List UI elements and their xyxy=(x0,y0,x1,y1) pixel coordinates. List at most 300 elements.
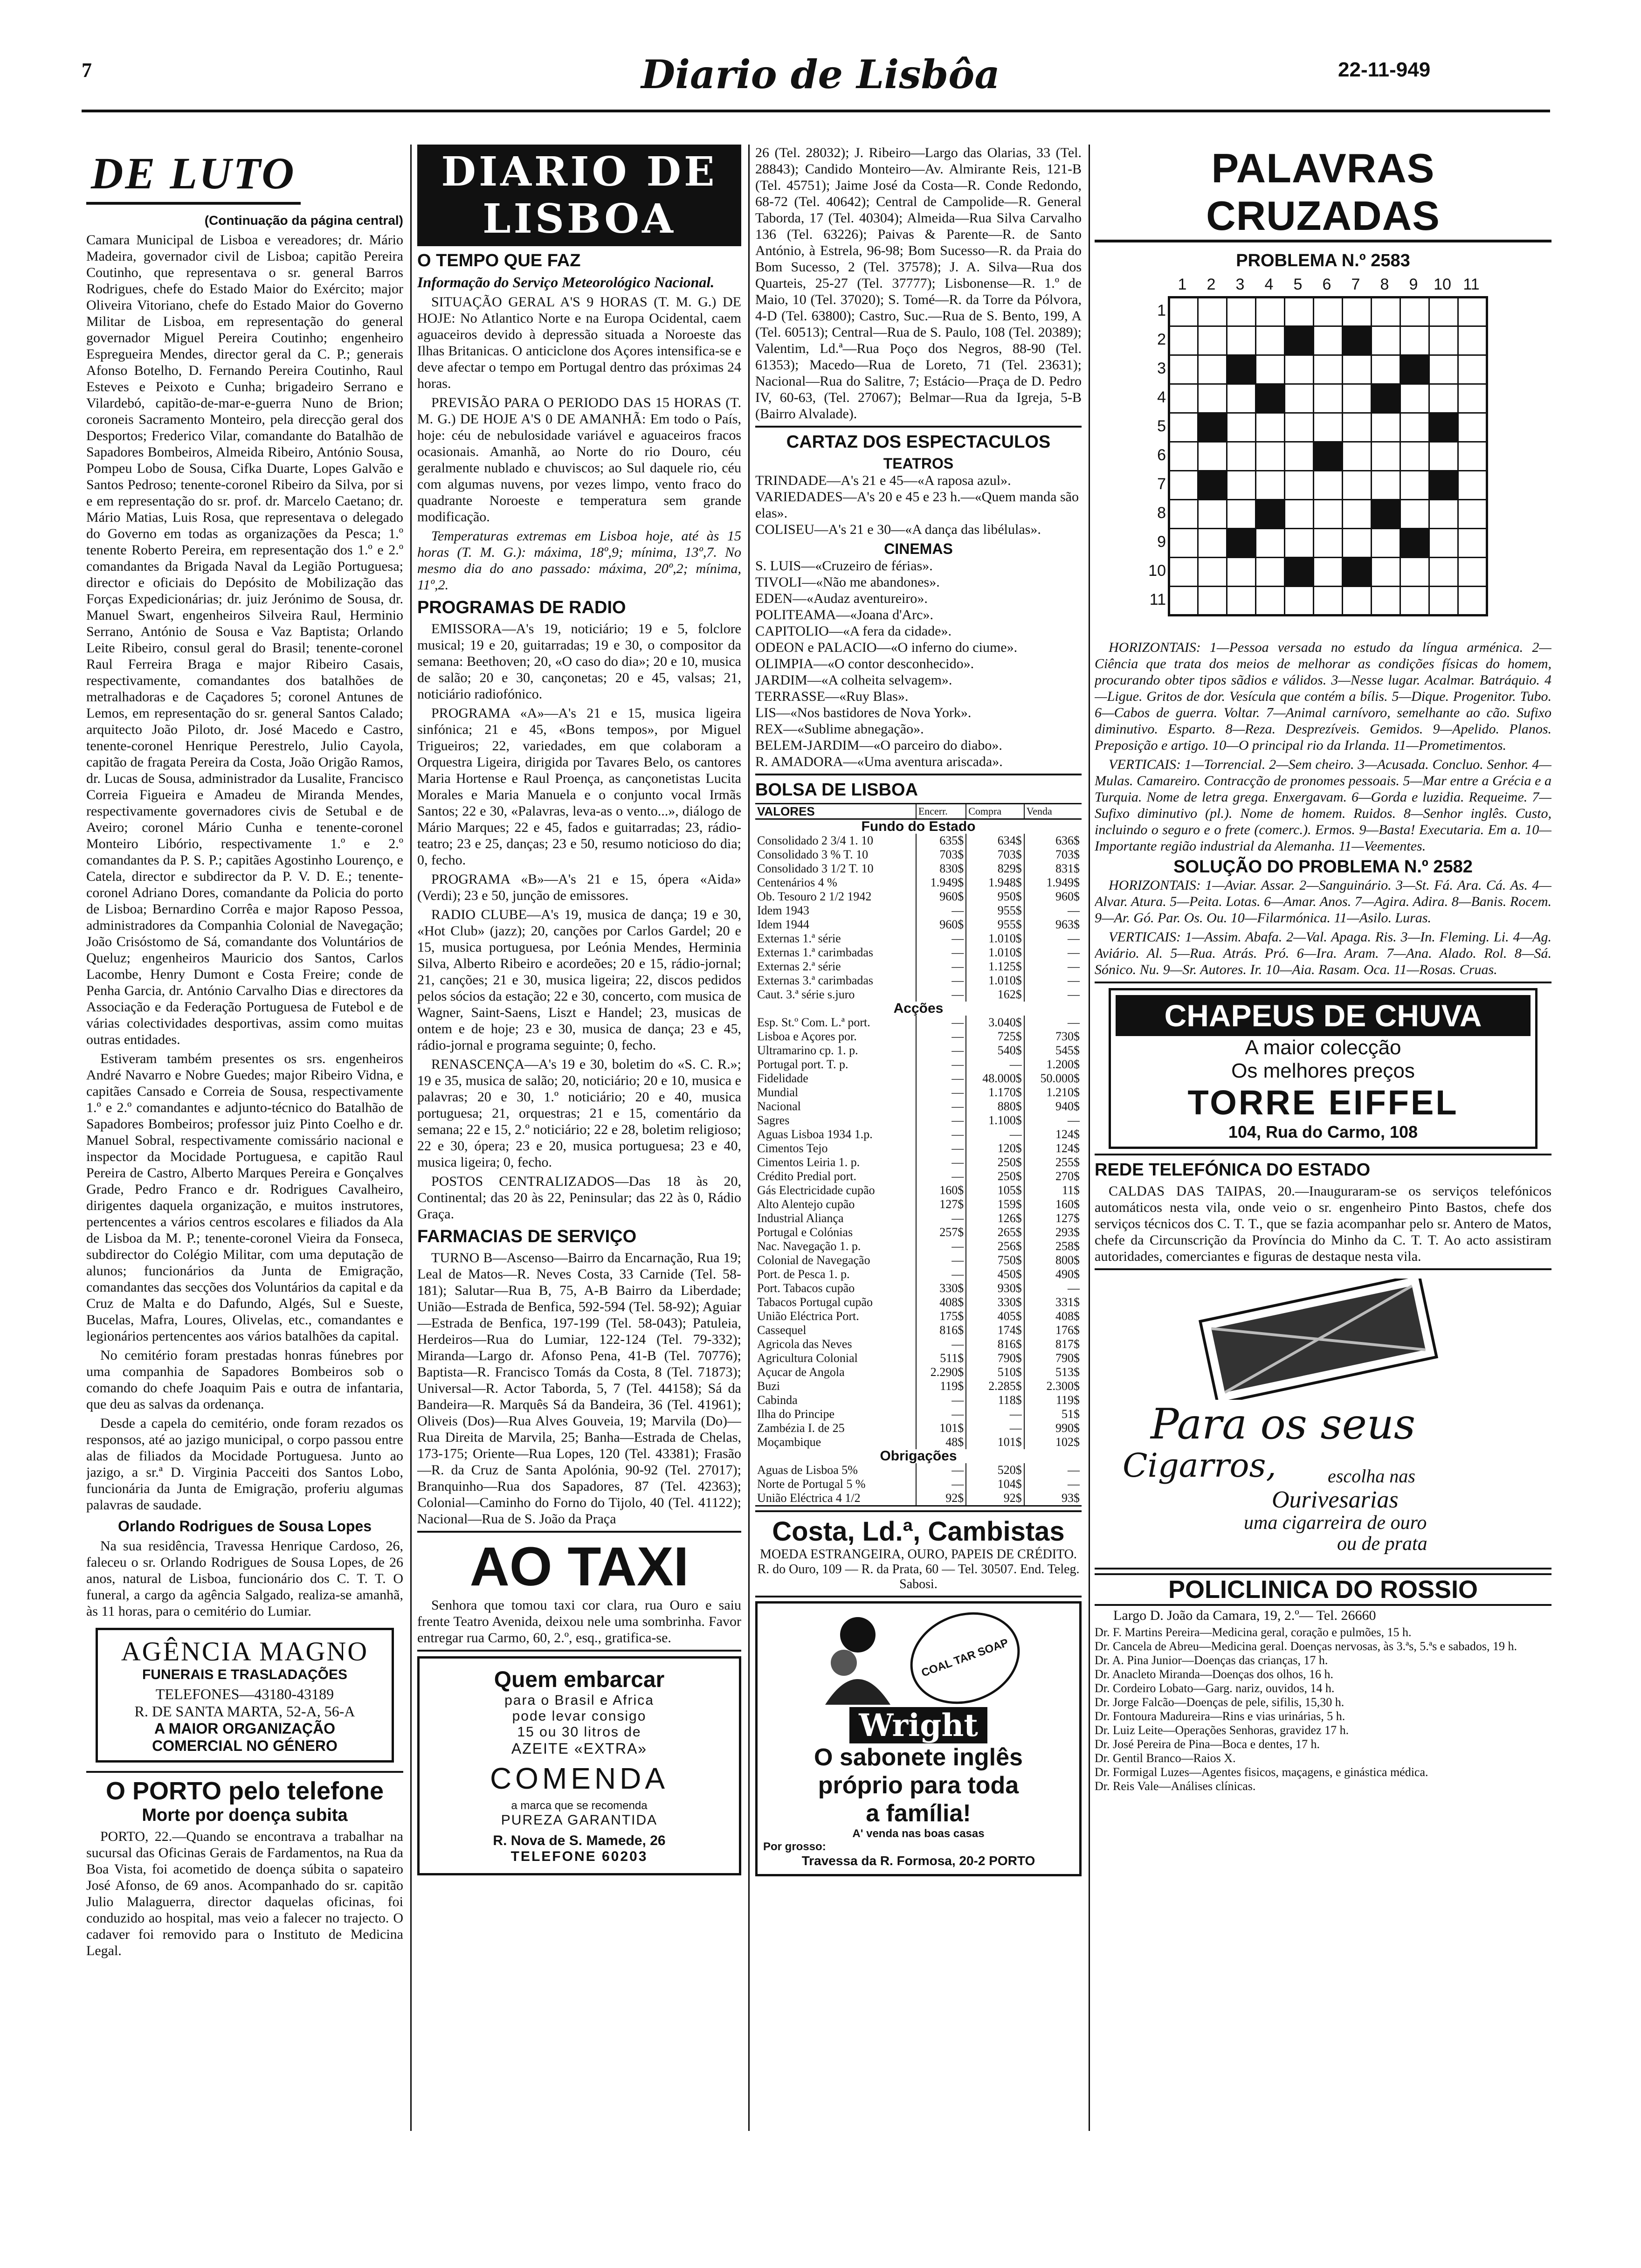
crossword-cell[interactable] xyxy=(1372,587,1400,615)
divider xyxy=(755,1596,1082,1597)
luto-paragraph: Desde a capela do cemitério, onde foram rezados os responsos, até ao jazigo municipal, o corpo passou entre alas de filiados da Mocidade Portuguesa. Junto ao jazigo, a sr.ª D. Virginia Pacceiti dos Santos Lobo, funcionária da Junta de Emigração, proferiu algumas palavras de saudade. xyxy=(86,1416,403,1513)
table-cell: 102$ xyxy=(1024,1435,1082,1449)
crossword-cell[interactable] xyxy=(1285,587,1314,615)
crossword-cell[interactable] xyxy=(1169,529,1198,558)
crossword-cell[interactable] xyxy=(1343,384,1372,413)
table-cell: 293$ xyxy=(1024,1225,1082,1239)
crossword-cell[interactable] xyxy=(1400,529,1429,558)
table-group-row xyxy=(755,1449,1082,1463)
horizontais: HORIZONTAIS: 1—Pessoa versada no estudo da língua arménica. 2—Ciência que trata dos meios de melhorar as condições físicas do homem, procurando obter tipos sãdios e válidos. 3—Nesse lugar. Acalmar. Batráquio. 4—Ligue. Gritos de dor. Vesícula que contém a bílis. 5—Dique. Progenitor. Tubo. 6—Cabos de guerra. Voltar. 7—Animal carnívoro, semelhante ao cão. Sufixo diminutivo. Esparto. 8—Reza. Desprezíveis. Gemidos. 9—Apelido. Planos. Preposição e artigo. 10—O principal rio da Irlanda. 11—Prometimentos. xyxy=(1095,640,1551,753)
table-cell: Consolidado 2 3/4 1. 10 xyxy=(757,834,874,847)
table-cell: — xyxy=(916,1155,966,1169)
crossword-cell[interactable] xyxy=(1372,326,1400,355)
crossword-cell[interactable] xyxy=(1400,355,1429,384)
crossword-cell[interactable] xyxy=(1372,442,1400,471)
table-row xyxy=(755,974,1082,988)
table-cell: 101$ xyxy=(916,1421,966,1435)
crossword-cell[interactable] xyxy=(1227,558,1256,587)
crossword-cell[interactable] xyxy=(1458,558,1487,587)
solucao-title: SOLUÇÃO DO PROBLEMA N.º 2582 xyxy=(1173,857,1473,877)
crossword-cell[interactable] xyxy=(1198,297,1227,326)
table-row xyxy=(755,904,1082,918)
crossword-cell[interactable] xyxy=(1169,500,1198,529)
luto-continuation: (Continuação da página central) xyxy=(204,213,403,228)
table-cell: — xyxy=(916,1072,966,1086)
table-cell: 636$ xyxy=(1024,834,1082,848)
crossword-cell[interactable] xyxy=(1458,529,1487,558)
cigarros-line: Cigarros, xyxy=(1123,1446,1276,1485)
table-cell: 450$ xyxy=(966,1267,1024,1281)
crossword-cell[interactable] xyxy=(1343,326,1372,355)
crossword-cell[interactable] xyxy=(1198,529,1227,558)
crossword-row-number: 11 xyxy=(1149,591,1166,608)
crossword-cell[interactable] xyxy=(1314,471,1343,500)
crossword-row xyxy=(1169,297,1487,326)
crossword-cell[interactable] xyxy=(1285,558,1314,587)
table-cell: 250$ xyxy=(966,1169,1024,1183)
table-cell: 703$ xyxy=(966,848,1024,862)
crossword-cell[interactable] xyxy=(1285,442,1314,471)
table-cell: — xyxy=(916,932,966,946)
table-cell: — xyxy=(1024,974,1082,988)
crossword-cell[interactable] xyxy=(1343,413,1372,442)
table-cell: 331$ xyxy=(1024,1295,1082,1309)
crossword-cell[interactable] xyxy=(1429,413,1458,442)
table-cell: Nac. Navegação 1. p. xyxy=(757,1239,861,1253)
table-row xyxy=(755,1211,1082,1225)
crossword-cell[interactable] xyxy=(1169,558,1198,587)
crossword-cell[interactable] xyxy=(1169,326,1198,355)
porto-paragraph: PORTO, 22.—Quando se encontrava a trabalhar na sucursal das Oficinas Gerais de Fardamentos, na Rua da Boa Vista, foi acometido de doença súbita o sapateiro José Afonso, de 69 anos. Acompanhado do sr. capitão Julio Malaguerra, director daquelas oficinas, foi conduzido ao hospital, mas veio a falecer no trajecto. O cadaver foi removido para o Instituto de Medicina Legal. xyxy=(86,1829,403,1958)
poli-doctor-list xyxy=(1095,1625,1551,1793)
radio-heading: PROGRAMAS DE RADIO xyxy=(417,598,626,617)
crossword-cell[interactable] xyxy=(1169,442,1198,471)
crossword-cell[interactable] xyxy=(1429,500,1458,529)
divider xyxy=(417,1650,741,1652)
crossword-cell[interactable] xyxy=(1256,442,1285,471)
crossword-cell[interactable] xyxy=(1169,384,1198,413)
crossword-cell[interactable] xyxy=(1227,442,1256,471)
table-cell: 816$ xyxy=(916,1323,966,1337)
divider xyxy=(417,1531,741,1533)
table-cell: — xyxy=(1024,1016,1082,1030)
table-cell: 1.010$ xyxy=(966,932,1024,946)
radio-paragraph: PROGRAMA «B»—A's 21 e 15, ópera «Aida» (Verdi); 23 e 50, junção de emissores. xyxy=(417,871,741,903)
table-row xyxy=(755,1337,1082,1351)
crossword-cell[interactable] xyxy=(1458,355,1487,384)
table-cell: 330$ xyxy=(966,1295,1024,1309)
list-item: TERRASSE—«Ruy Blas». xyxy=(755,689,909,704)
table-row xyxy=(755,1351,1082,1365)
crossword-column-number: 9 xyxy=(1409,276,1418,293)
crossword-cell[interactable] xyxy=(1314,442,1343,471)
crossword-cell[interactable] xyxy=(1285,355,1314,384)
rede-heading: REDE TELEFÓNICA DO ESTADO xyxy=(1095,1160,1371,1180)
crossword-cell[interactable] xyxy=(1343,471,1372,500)
table-cell: 48.000$ xyxy=(966,1072,1024,1086)
table-cell: — xyxy=(966,1421,1024,1435)
table-row xyxy=(755,1239,1082,1253)
crossword-cell[interactable] xyxy=(1198,471,1227,500)
crossword-cell[interactable] xyxy=(1372,413,1400,442)
table-cell: Aguas de Lisboa 5% xyxy=(757,1463,858,1477)
crossword-cell[interactable] xyxy=(1285,297,1314,326)
table-cell: 513$ xyxy=(1024,1365,1082,1379)
comenda-brand: COMENDA xyxy=(490,1762,669,1795)
table-cell: — xyxy=(916,1463,966,1477)
table-row xyxy=(755,1477,1082,1491)
crossword-cell[interactable] xyxy=(1227,326,1256,355)
crossword-cell[interactable] xyxy=(1400,587,1429,615)
crossword-cell[interactable] xyxy=(1169,297,1198,326)
table-cell: 634$ xyxy=(966,834,1024,848)
crossword-cell[interactable] xyxy=(1198,413,1227,442)
table-cell: 92$ xyxy=(966,1491,1024,1506)
crossword-cell[interactable] xyxy=(1458,384,1487,413)
bolsa-heading: BOLSA DE LISBOA xyxy=(755,780,918,800)
crossword-cell[interactable] xyxy=(1372,297,1400,326)
tempo-paragraph: Temperaturas extremas em Lisboa hoje, até às 15 horas (T. M. G.): máxima, 18º,9; mínima, 13º,7. No mesmo dia do ano passado: máxima, 20º,2; mínima, 11º,2. xyxy=(417,528,741,593)
table-row xyxy=(755,876,1082,890)
crossword-cell[interactable] xyxy=(1227,471,1256,500)
solucao-horizontais: HORIZONTAIS: 1—Aviar. Assar. 2—Sanguinário. 3—St. Fá. Ara. Cá. As. 4—Alvar. Atura. 5—Peita. Lotas. 6—Amar. Anos. 7—Agira. Adira. 8—Banis. Rocem. 9—Ar. Gó. Par. Os. Ou. 10—Filarmónica. 11—Asilo. Luras. xyxy=(1095,878,1551,926)
cinemas-heading: CINEMAS xyxy=(884,540,953,557)
table-cell: Port. de Pesca 1. p. xyxy=(757,1267,850,1281)
wright-line: Travessa da R. Formosa, 20-2 PORTO xyxy=(801,1853,1035,1868)
crossword-cell[interactable] xyxy=(1169,471,1198,500)
crossword-cell[interactable] xyxy=(1343,558,1372,587)
table-row xyxy=(755,1225,1082,1239)
table-cell: 963$ xyxy=(1024,918,1082,932)
crossword-cell[interactable] xyxy=(1314,384,1343,413)
wright-line: próprio para toda xyxy=(818,1772,1019,1799)
list-item: Dr. Jorge Falcão—Doenças de pele, sifilis, 15,30 h. xyxy=(1095,1695,1345,1709)
crossword-cell[interactable] xyxy=(1400,442,1429,471)
table-cell: 635$ xyxy=(916,834,966,848)
table-row xyxy=(755,1281,1082,1295)
table-cell: — xyxy=(916,1211,966,1225)
table-cell: 160$ xyxy=(916,1183,966,1197)
cartaz-heading: CARTAZ DOS ESPECTACULOS xyxy=(786,432,1051,452)
crossword-cell[interactable] xyxy=(1227,297,1256,326)
table-cell: 101$ xyxy=(966,1435,1024,1449)
crossword-row xyxy=(1169,500,1487,529)
table-cell: 1.948$ xyxy=(966,876,1024,890)
crossword-cell[interactable] xyxy=(1198,442,1227,471)
table-cell: Colonial de Navegação xyxy=(757,1253,870,1267)
comenda-phone: TELEFONE 60203 xyxy=(510,1849,648,1864)
crossword-cell[interactable] xyxy=(1429,297,1458,326)
crossword-cell[interactable] xyxy=(1372,384,1400,413)
table-row xyxy=(755,1141,1082,1155)
crossword-cell[interactable] xyxy=(1400,384,1429,413)
crossword-cell[interactable] xyxy=(1227,413,1256,442)
table-cell: 176$ xyxy=(1024,1323,1082,1337)
list-item: TIVOLI—«Não me abandones». xyxy=(755,574,940,590)
table-cell: — xyxy=(916,988,966,1002)
divider xyxy=(86,1771,403,1773)
crossword-cell[interactable] xyxy=(1314,413,1343,442)
crossword-cell[interactable] xyxy=(1429,355,1458,384)
crossword-cell[interactable] xyxy=(1314,326,1343,355)
table-cell: Portugal port. T. p. xyxy=(757,1058,848,1071)
table-cell: 119$ xyxy=(916,1379,966,1393)
crossword-cell[interactable] xyxy=(1458,413,1487,442)
crossword-cell[interactable] xyxy=(1343,587,1372,615)
crossword-cell[interactable] xyxy=(1256,297,1285,326)
table-cell: — xyxy=(966,1407,1024,1421)
table-row xyxy=(755,1099,1082,1113)
divider xyxy=(755,774,1082,775)
table-cell: União Eléctrica 4 1/2 xyxy=(757,1491,861,1505)
crossword-cell[interactable] xyxy=(1169,413,1198,442)
crossword-cell[interactable] xyxy=(1198,355,1227,384)
crossword-cell[interactable] xyxy=(1400,326,1429,355)
crossword-cell[interactable] xyxy=(1169,355,1198,384)
crossword-column-number: 2 xyxy=(1207,276,1216,293)
table-cell: — xyxy=(916,1239,966,1253)
radio-paragraph: RADIO CLUBE—A's 19, musica de dança; 19 e 30, «Hot Club» (jazz); 20, canções por Carlos Gardel; 20 e 15, musica portuguesa, por Leónia Mendes, Herminia Silva, Alberto Ribeiro e acordeões; 20 e 15, rádio-jornal; 21, canções; 21 e 30, musica ligeira; 22, discos pedidos pelos sócios da estação; 22 e 30, concerto, com musica de Wagner, Saint-Saens, Liszt e Handel; 23, musicas de ontem e de hoje; 23 e 30, musica de dança; 23 e 45, rádio-jornal e programa seguinte; 0, fecho. xyxy=(417,907,741,1053)
crossword-cell[interactable] xyxy=(1285,326,1314,355)
cigarros-line: Ourivesarias xyxy=(1272,1487,1399,1513)
comenda-address: R. Nova de S. Mamede, 26 xyxy=(493,1833,666,1848)
table-cell: 270$ xyxy=(1024,1169,1082,1183)
wright-brand-text: Wright xyxy=(859,1707,978,1743)
wright-line: O sabonete inglês xyxy=(814,1744,1023,1771)
table-cell: Consolidado 3 % T. 10 xyxy=(757,848,869,861)
crossword-column-numbers xyxy=(1168,276,1486,294)
crossword-cell[interactable] xyxy=(1400,558,1429,587)
crossword-cell[interactable] xyxy=(1400,471,1429,500)
taxi-title: AO TAXI xyxy=(469,1536,689,1597)
crossword-cell[interactable] xyxy=(1400,297,1429,326)
table-cell: 829$ xyxy=(966,862,1024,876)
crossword-cell[interactable] xyxy=(1169,587,1198,615)
crossword-cell[interactable] xyxy=(1372,471,1400,500)
table-cell: 1.170$ xyxy=(966,1086,1024,1099)
table-cell: 960$ xyxy=(1024,890,1082,904)
cigarros-line: ou de prata xyxy=(1337,1533,1427,1555)
chapeus-brand: TORRE EIFFEL xyxy=(1187,1083,1459,1122)
comenda-line: 15 ou 30 litros de xyxy=(517,1724,641,1740)
costa-ad xyxy=(755,1516,1082,1592)
orlando-paragraph: Na sua residência, Travessa Henrique Cardoso, 26, faleceu o sr. Orlando Rodrigues de Sousa Lopes, de 26 anos, natural de Lisboa, funcionário dos C. T. T. O funeral, a cargo da agência Salgado, realiza-se amanhã, às 11 horas, para o cemitério do Lumiar. xyxy=(86,1538,403,1619)
crossword-cell[interactable] xyxy=(1343,442,1372,471)
table-cell: 2.290$ xyxy=(916,1365,966,1379)
crossword-cell[interactable] xyxy=(1256,471,1285,500)
table-cell: 1.949$ xyxy=(916,876,966,890)
column-1 xyxy=(86,145,403,2150)
crossword-cell[interactable] xyxy=(1285,500,1314,529)
table-cell: 127$ xyxy=(916,1197,966,1211)
crossword-cell[interactable] xyxy=(1343,297,1372,326)
crossword-cell[interactable] xyxy=(1458,442,1487,471)
banner-logo-text: DIARIO DE LISBOA xyxy=(441,148,717,242)
list-item: R. AMADORA—«Uma aventura ariscada». xyxy=(755,754,1003,769)
palavras-title: PALAVRAS CRUZADAS xyxy=(1095,145,1551,242)
crossword-cell[interactable] xyxy=(1256,355,1285,384)
crossword-cell[interactable] xyxy=(1198,326,1227,355)
list-item: Dr. Cancela de Abreu—Medicina geral. Doenças nervosas, às 3.ªs, 5.ªs e sabados, 19 h. xyxy=(1095,1639,1517,1653)
porto-title: O PORTO pelo telefone xyxy=(105,1777,384,1805)
table-row xyxy=(755,988,1082,1002)
table-cell: Alto Alentejo cupão xyxy=(757,1197,855,1211)
crossword-cell[interactable] xyxy=(1314,500,1343,529)
crossword-cell[interactable] xyxy=(1400,500,1429,529)
table-cell: Sagres xyxy=(757,1113,790,1127)
list-item: REX—«Sublime abnegação». xyxy=(755,721,924,737)
crossword-cell[interactable] xyxy=(1285,529,1314,558)
crossword-cell[interactable] xyxy=(1429,326,1458,355)
luto-title: DE LUTO xyxy=(91,148,296,198)
crossword-cell[interactable] xyxy=(1372,558,1400,587)
tempo-heading: O TEMPO QUE FAZ xyxy=(417,251,581,270)
crossword-cell[interactable] xyxy=(1256,558,1285,587)
list-item: Dr. José Pereira de Pina—Boca e dentes, 17 h. xyxy=(1095,1737,1320,1751)
list-item: TRINDADE—A's 21 e 45—«A raposa azul». xyxy=(755,473,1011,488)
crossword-cell[interactable] xyxy=(1429,529,1458,558)
comenda-line: PUREZA GARANTIDA xyxy=(501,1812,658,1828)
crossword-cell[interactable] xyxy=(1314,558,1343,587)
crossword-row-number: 4 xyxy=(1157,388,1166,406)
table-cell: 105$ xyxy=(966,1183,1024,1197)
crossword-cell[interactable] xyxy=(1198,500,1227,529)
table-cell: 790$ xyxy=(966,1351,1024,1365)
table-cell: 510$ xyxy=(966,1365,1024,1379)
table-cell: 830$ xyxy=(916,862,966,876)
teatros-list xyxy=(755,472,1082,538)
crossword-cell[interactable] xyxy=(1198,587,1227,615)
crossword-cell[interactable] xyxy=(1256,500,1285,529)
crossword-cell[interactable] xyxy=(1429,384,1458,413)
column-rule xyxy=(410,145,412,2131)
table-cell: — xyxy=(916,1477,966,1491)
tempo-paragraph: PREVISÃO PARA O PERIODO DAS 15 HORAS (T. M. G.) DE HOJE A'S 0 DE AMANHÃ: Em todo o País, hoje: céu de nebulosidade variável e aguaceiros fracos ocasionais. Amanhã, ao Norte do rio Douro, céu geralmente nublado e chuviscos; ao Sul daquele rio, céu com algumas nuvens, por vezes limpo, vento fraco do quadrante Noroeste e temperatura sem grande modificação. xyxy=(417,395,741,525)
crossword-cell[interactable] xyxy=(1227,587,1256,615)
table-cell: 92$ xyxy=(916,1491,966,1506)
divider xyxy=(1095,982,1551,983)
crossword-cell[interactable] xyxy=(1285,471,1314,500)
crossword-cell[interactable] xyxy=(1372,500,1400,529)
table-cell: 120$ xyxy=(966,1141,1024,1155)
crossword-cell[interactable] xyxy=(1198,384,1227,413)
list-item: COLISEU—A's 21 e 30—«A dança das libélulas». xyxy=(755,522,1041,537)
table-cell: — xyxy=(916,1127,966,1141)
table-cell: 950$ xyxy=(966,890,1024,904)
table-cell: 124$ xyxy=(1024,1127,1082,1141)
table-header-row xyxy=(755,804,1082,819)
crossword-cell[interactable] xyxy=(1314,529,1343,558)
table-row xyxy=(755,918,1082,932)
crossword-column-number: 3 xyxy=(1235,276,1245,293)
crossword-cell[interactable] xyxy=(1400,413,1429,442)
crossword-cell[interactable] xyxy=(1458,326,1487,355)
table-cell: 257$ xyxy=(916,1225,966,1239)
crossword-cell[interactable] xyxy=(1343,500,1372,529)
table-cell: — xyxy=(966,1058,1024,1072)
crossword-cell[interactable] xyxy=(1429,471,1458,500)
crossword-row xyxy=(1169,442,1487,471)
divider xyxy=(1095,1568,1551,1570)
crossword-row-number: 3 xyxy=(1157,360,1166,377)
crossword xyxy=(1144,276,1503,635)
crossword-cell[interactable] xyxy=(1227,500,1256,529)
table-cell: — xyxy=(1024,946,1082,960)
verticais: VERTICAIS: 1—Torrencial. 2—Sem cheiro. 3—Acusada. Concluo. Senhor. 4—Mulas. Camareiro. Contracção de pronomes pessoais. 5—Mar entre a Grécia e a Turquia. Nome de letra grega. Enxergavam. 6—Gorda e luzidia. Requeime. 7—Sufixo diminutivo (pl.). Nome de homem. Ruidos. 8—Senhor inglês. Custo, incluindo o seguro e o frete (comerc.). Ermos. 9—Basta! Executaria. Em a. 10—Importante região industrial da Alemanha. 11—Veementes. xyxy=(1095,757,1551,854)
crossword-cell[interactable] xyxy=(1372,529,1400,558)
table-cell: — xyxy=(916,1030,966,1044)
crossword-row-number: 8 xyxy=(1157,504,1166,522)
table-cell: 490$ xyxy=(1024,1267,1082,1281)
table-cell: 800$ xyxy=(1024,1253,1082,1267)
solucao-verticais: VERTICAIS: 1—Assim. Abafa. 2—Val. Apaga. Ris. 3—In. Fleming. Li. 4—Ag. Aviário. Al. 5—Rua. Atrás. Pró. 6—Ira. Aram. 7—Ana. Alado. Rol. 8—Sá. Sónico. Nu. 9—Sr. Autores. Ir. 10—Aia. Rasam. Oca. 11—Rosas. Cruas. xyxy=(1095,929,1551,977)
table-cell: Externas 1.ª série xyxy=(757,932,841,945)
crossword-cell[interactable] xyxy=(1314,587,1343,615)
crossword-cell[interactable] xyxy=(1256,384,1285,413)
table-cell: Ilha do Principe xyxy=(757,1407,835,1421)
table-cell: Lisboa e Açores por. xyxy=(757,1030,857,1043)
crossword-cell[interactable] xyxy=(1256,326,1285,355)
crossword-cell[interactable] xyxy=(1285,384,1314,413)
table-row xyxy=(755,1393,1082,1407)
table-cell: 408$ xyxy=(916,1295,966,1309)
table-cell: 960$ xyxy=(916,918,966,932)
table-cell: Cabinda xyxy=(757,1393,798,1407)
crossword-cell[interactable] xyxy=(1343,529,1372,558)
table-cell: Consolidado 3 1/2 T. 10 xyxy=(757,862,874,875)
crossword-cell[interactable] xyxy=(1256,587,1285,615)
table-header: VALORES xyxy=(757,804,815,818)
crossword-cell[interactable] xyxy=(1285,413,1314,442)
table-cell: 540$ xyxy=(966,1044,1024,1058)
table-cell: 162$ xyxy=(966,988,1024,1002)
table-cell: 250$ xyxy=(966,1155,1024,1169)
table-cell: 126$ xyxy=(966,1211,1024,1225)
table-cell: 703$ xyxy=(1024,848,1082,862)
list-item: S. LUIS—«Cruzeiro de férias». xyxy=(755,558,933,574)
page-number: 7 xyxy=(82,59,92,82)
crossword-cell[interactable] xyxy=(1227,529,1256,558)
crossword-cell[interactable] xyxy=(1256,529,1285,558)
crossword-cell[interactable] xyxy=(1458,297,1487,326)
table-row xyxy=(755,1267,1082,1281)
list-item: Dr. Anacleto Miranda—Doenças dos olhos, 16 h. xyxy=(1095,1667,1333,1681)
radio-paragraph: PROGRAMA «A»—A's 21 e 15, musica ligeira sinfónica; 21 e 45, «Bons tempos», por Miguel Trigueiros; 22, variedades, em que colaboram a Orquestra Ligeira, dirigida por Tavares Belo, os cantores Maria Hortense e Raul Proença, as cançonetistas Lucita Morales e Maria Manuela e o conjunto vocal Irmãs Santos; 22 e 30, «Palavras, leva-as o vento...», diálogo de Mário Marques; 22 e 45, fados e guitarradas; 23, rádio-teatro; 23 e 25, danças; 23 e 50, resumo noticioso do dia; 0, fecho. xyxy=(417,705,741,868)
crossword-cell[interactable] xyxy=(1343,355,1372,384)
list-item: Dr. Formigal Luzes—Agentes fisicos, maçagens, e ginástica médica. xyxy=(1095,1765,1428,1779)
comenda-line: AZEITE «EXTRA» xyxy=(511,1740,648,1757)
list-item: VARIEDADES—A's 20 e 45 e 23 h.—«Quem manda são elas». xyxy=(755,489,1079,521)
crossword-cell[interactable] xyxy=(1429,558,1458,587)
crossword-cell[interactable] xyxy=(1372,355,1400,384)
table-group-row xyxy=(755,819,1082,834)
crossword-cell[interactable] xyxy=(1458,500,1487,529)
crossword-cell[interactable] xyxy=(1314,297,1343,326)
crossword-cell[interactable] xyxy=(1429,587,1458,615)
cinemas-list xyxy=(755,558,1082,770)
table-cell: 258$ xyxy=(1024,1239,1082,1253)
crossword-cell[interactable] xyxy=(1458,587,1487,615)
crossword-cell[interactable] xyxy=(1227,355,1256,384)
crossword-cell[interactable] xyxy=(1256,413,1285,442)
crossword-column-number: 7 xyxy=(1351,276,1360,293)
table-cell: 48$ xyxy=(916,1435,966,1449)
crossword-cell[interactable] xyxy=(1314,355,1343,384)
crossword-cell[interactable] xyxy=(1458,471,1487,500)
crossword-cell[interactable] xyxy=(1429,442,1458,471)
crossword-cell[interactable] xyxy=(1198,558,1227,587)
crossword-cell[interactable] xyxy=(1227,384,1256,413)
